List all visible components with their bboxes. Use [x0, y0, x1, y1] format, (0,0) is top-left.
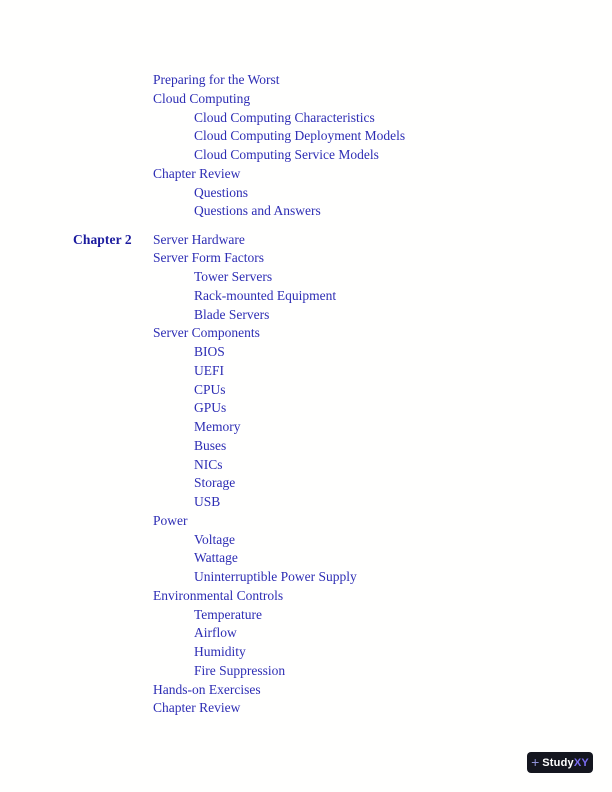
toc-link[interactable]: Server Components — [153, 325, 260, 341]
toc-link[interactable]: Hands-on Exercises — [153, 681, 261, 697]
toc-link[interactable]: GPUs — [194, 400, 227, 416]
toc-row — [0, 568, 612, 587]
toc-row — [0, 549, 612, 568]
toc-link[interactable]: Preparing for the Worst — [153, 72, 280, 87]
toc-row — [0, 512, 612, 531]
toc-link[interactable]: Server Hardware — [153, 231, 245, 247]
plus-icon: + — [531, 754, 540, 770]
toc-link[interactable]: Rack-mounted Equipment — [194, 287, 337, 303]
toc-row — [0, 662, 612, 681]
toc-row — [0, 343, 612, 362]
toc-link[interactable]: CPUs — [194, 381, 226, 397]
toc-link[interactable]: Uninterruptible Power Supply — [194, 569, 357, 584]
toc-link[interactable]: Cloud Computing Characteristics — [194, 109, 375, 125]
toc-row — [0, 362, 612, 381]
toc — [0, 71, 612, 718]
toc-link[interactable]: Memory — [194, 419, 241, 434]
toc-row — [0, 681, 612, 700]
toc-link[interactable]: Chapter Review — [153, 165, 241, 181]
toc-row — [0, 287, 612, 306]
toc-row — [0, 71, 612, 90]
toc-link[interactable]: Voltage — [194, 531, 235, 547]
toc-link[interactable]: Tower Servers — [194, 269, 273, 284]
toc-link[interactable]: Humidity — [194, 644, 246, 659]
toc-row — [0, 587, 612, 606]
toc-link[interactable]: Temperature — [194, 606, 263, 622]
toc-link[interactable]: Server Form Factors — [153, 250, 264, 266]
toc-row — [0, 268, 612, 287]
toc-row — [0, 493, 612, 512]
toc-row — [0, 437, 612, 456]
toc-row — [0, 418, 612, 437]
toc-row — [0, 127, 612, 146]
toc-link[interactable]: Airflow — [194, 625, 237, 641]
toc-row — [0, 202, 612, 221]
toc-link[interactable]: Fire Suppression — [194, 662, 286, 678]
toc-link[interactable]: UEFI — [194, 362, 224, 378]
toc-link[interactable]: Questions — [194, 184, 248, 200]
toc-row — [0, 146, 612, 165]
toc-link[interactable]: Chapter Review — [153, 700, 241, 716]
toc-row — [0, 643, 612, 662]
toc-link[interactable]: Cloud Computing Service Models — [194, 147, 379, 162]
toc-row — [0, 381, 612, 400]
toc-link[interactable]: Blade Servers — [194, 306, 270, 322]
toc-row — [0, 184, 612, 203]
toc-row — [0, 699, 612, 718]
toc-row — [0, 399, 612, 418]
toc-row — [0, 90, 612, 109]
toc-link[interactable]: Buses — [194, 437, 227, 453]
toc-link[interactable]: Cloud Computing — [153, 90, 251, 106]
toc-row — [0, 231, 612, 250]
toc-link[interactable]: Wattage — [194, 550, 238, 566]
toc-row — [0, 606, 612, 625]
toc-link[interactable]: BIOS — [194, 344, 225, 359]
toc-row — [0, 306, 612, 325]
toc-row — [0, 624, 612, 643]
toc-link[interactable]: Environmental Controls — [153, 587, 284, 603]
toc-link[interactable]: Storage — [194, 475, 236, 491]
toc-link[interactable]: Power — [153, 512, 188, 528]
toc-row — [0, 456, 612, 475]
toc-link[interactable]: Cloud Computing Deployment Models — [194, 128, 406, 144]
chapter-label: Chapter 2 — [73, 231, 132, 247]
toc-row — [0, 324, 612, 343]
toc-row — [0, 109, 612, 128]
logo-text-study: Study — [542, 756, 574, 769]
toc-row — [0, 249, 612, 268]
toc-link[interactable]: USB — [194, 494, 221, 509]
studyxy-badge — [527, 752, 593, 773]
toc-link[interactable]: Questions and Answers — [194, 203, 321, 219]
toc-row — [0, 474, 612, 493]
toc-link[interactable]: NICs — [194, 456, 223, 472]
logo-text-xy: XY — [573, 756, 589, 769]
toc-row — [0, 531, 612, 550]
toc-row — [0, 165, 612, 184]
